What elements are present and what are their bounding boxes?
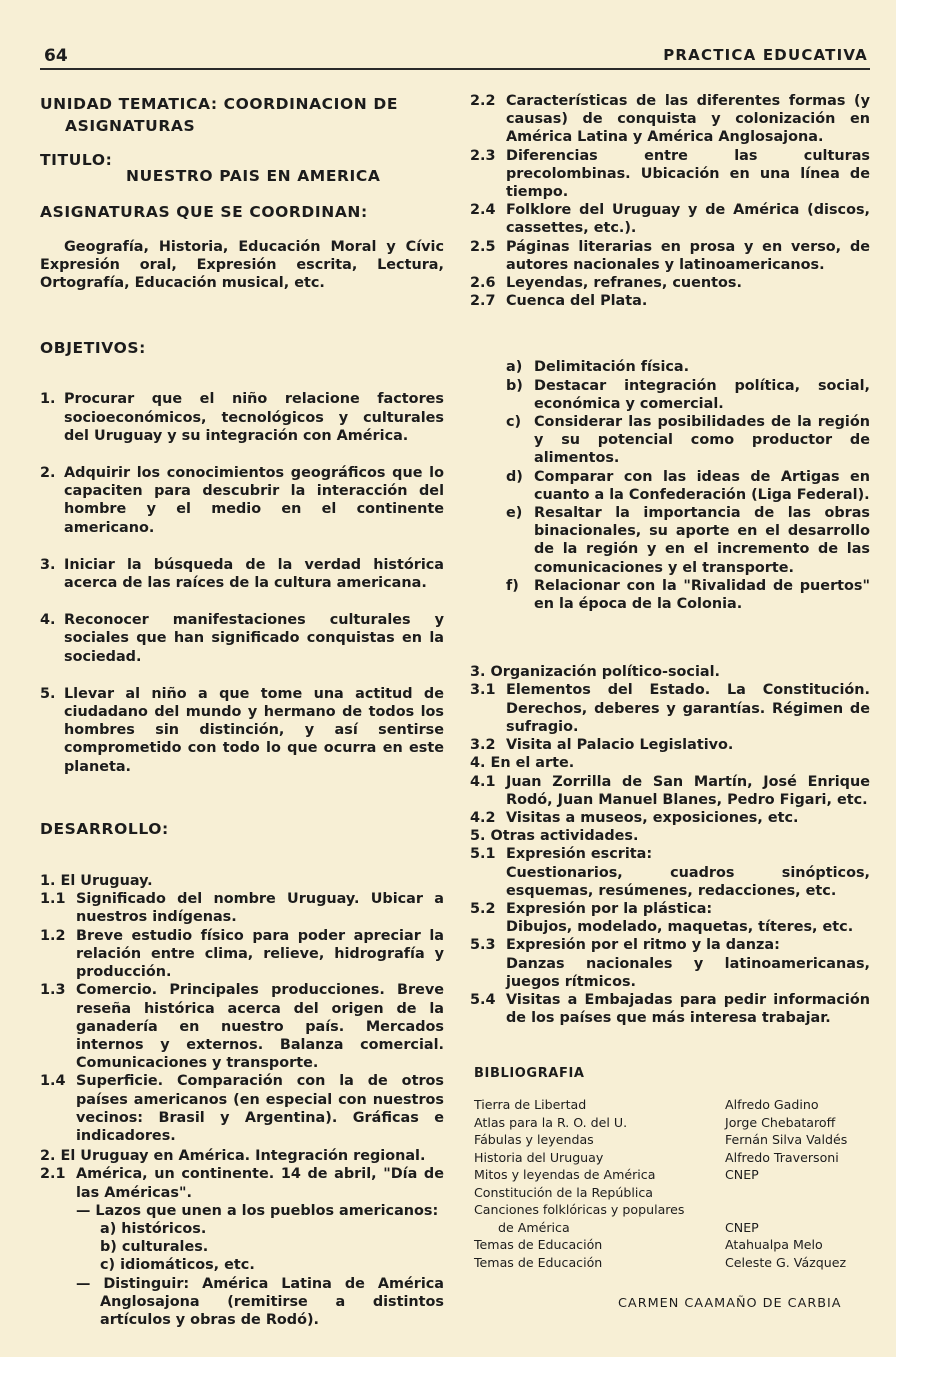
objetivo-number: 4. xyxy=(40,612,56,629)
item-text: Expresión por el ritmo y la danza: xyxy=(506,937,780,954)
section-2-title: 2. El Uruguay en América. Integración regional. xyxy=(40,1148,426,1165)
lazo-item: a) históricos. xyxy=(100,1220,207,1237)
titulo-text: NUESTRO PAIS EN AMERICA xyxy=(126,167,381,186)
item-text: Características de las diferentes formas (y causas) de conquista y colonización en América Latina y América Anglosajona. xyxy=(506,93,870,146)
book-title: Temas de Educación xyxy=(474,1254,603,1270)
distinguir-text: — Distinguir: América Latina de América Anglosajona (remitirse a distintos artículos y obras de Rodó). xyxy=(76,1275,444,1328)
author-signature: CARMEN CAAMAÑO DE CARBIA xyxy=(618,1296,842,1311)
section-2-1-body xyxy=(76,1165,444,1329)
right-column xyxy=(470,92,870,1084)
book-author: Alfredo Gadino xyxy=(725,1097,819,1112)
section-1-title: 1. El Uruguay. xyxy=(40,873,153,890)
bibliography-row xyxy=(474,1236,874,1254)
section-2-item xyxy=(470,147,870,202)
subitem xyxy=(506,413,870,468)
objetivos-label: OBJETIVOS: xyxy=(40,339,146,358)
item-number: 3.1 xyxy=(470,682,496,699)
titulo-label: TITULO: xyxy=(40,151,113,169)
bibliography-row xyxy=(474,1184,874,1202)
subitem xyxy=(506,577,870,613)
section-2-item xyxy=(470,274,870,292)
section-1-item xyxy=(40,927,444,982)
item-subtext: Cuestionarios, cuadros sinópticos, esquemas, resúmenes, redacciones, etc. xyxy=(506,864,870,899)
item-number: 1.4 xyxy=(40,1073,66,1090)
section-2-item xyxy=(470,292,870,310)
bibliography-row xyxy=(474,1114,874,1132)
bibliography-row xyxy=(474,1201,874,1219)
item-number: 1.1 xyxy=(40,891,66,908)
book-title: Atlas para la R. O. del U. xyxy=(474,1114,628,1130)
item-body xyxy=(506,936,870,991)
objetivo-text: Llevar al niño a que tome una actitud de ciudadano del mundo y hermano de todos los hombres sin distinción, y así sentirse comprometido con todo lo que ocurra en este planeta. xyxy=(64,685,444,775)
item-number: 4.1 xyxy=(470,773,496,790)
item-number: 1.2 xyxy=(40,927,66,944)
objetivo-item xyxy=(40,390,444,445)
subitem-text: Resaltar la importancia de las obras binacionales, su aporte en el desarrollo de la región y en el incremento de las comunicaciones y el transporte. xyxy=(534,505,870,576)
section-3-title: 3. Organización político-social. xyxy=(470,664,720,681)
objetivo-item xyxy=(40,556,444,592)
section-4-item xyxy=(470,773,870,809)
subitem-text: Considerar las posibilidades de la región y su potencial como productor de alimentos. xyxy=(534,414,870,467)
item-text: Expresión escrita: xyxy=(506,846,653,863)
bibliography-row xyxy=(474,1131,874,1149)
desarrollo-label: DESARROLLO: xyxy=(40,819,169,838)
item-body xyxy=(506,845,870,900)
book-title: Canciones folklóricas y populares xyxy=(474,1202,685,1217)
item-number: 2.6 xyxy=(470,275,496,292)
lazo-item: b) culturales. xyxy=(100,1239,209,1256)
item-text: Leyendas, refranes, cuentos. xyxy=(506,275,742,292)
objetivo-text: Procurar que el niño relacione factores socioeconómicos, tecnológicos y culturales del Uruguay y su integración con América. xyxy=(64,391,444,444)
book-author: Fernán Silva Valdés xyxy=(725,1132,848,1147)
section-5-title: 5. Otras actividades. xyxy=(470,828,639,845)
section-5-item xyxy=(470,845,870,900)
item-number: 3.2 xyxy=(470,737,496,754)
item-subtext: Danzas nacionales y latinoamericanas, juegos rítmicos. xyxy=(506,955,870,990)
item-number: 2.7 xyxy=(470,293,496,310)
book-author: Alfredo Traversoni xyxy=(725,1149,839,1165)
section-3-item xyxy=(470,681,870,736)
book-title: Constitución de la República xyxy=(474,1184,654,1200)
item-number: 5.3 xyxy=(470,937,496,954)
section-2-item xyxy=(470,92,870,147)
section-5-item xyxy=(470,936,870,991)
item-text: Significado del nombre Uruguay. Ubicar a nuestros indígenas. xyxy=(76,891,444,926)
section-5-item xyxy=(470,991,870,1027)
item-text: Comercio. Principales producciones. Breve reseña histórica acerca del origen de la ganadería en nuestro país. Mercados internos y externos. Balanza comercial. Comunicaciones y transporte. xyxy=(76,982,444,1072)
bibliography-row xyxy=(474,1219,874,1237)
item-text: Cuenca del Plata. xyxy=(506,293,648,310)
objetivo-text: Iniciar la búsqueda de la verdad histórica acerca de las raíces de la cultura americana. xyxy=(64,556,444,592)
section-4-title: 4. En el arte. xyxy=(470,755,575,772)
book-title: Tierra de Libertad xyxy=(474,1097,587,1112)
page-number: 64 xyxy=(44,46,68,66)
book-author: Atahualpa Melo xyxy=(725,1237,823,1252)
section-1-item xyxy=(40,981,444,1072)
bibliography-row xyxy=(474,1254,874,1272)
item-text: Elementos del Estado. La Constitución. Derechos, deberes y garantías. Régimen de sufragio. xyxy=(506,682,870,735)
section-2-1-item xyxy=(40,1165,444,1329)
item-number: 2.2 xyxy=(470,93,496,109)
item-number: 2.3 xyxy=(470,147,496,164)
book-author: Jorge Chebataroff xyxy=(725,1114,836,1130)
subitem-text: Delimitación física. xyxy=(534,359,690,376)
subitem xyxy=(506,377,870,413)
item-text: América, un continente. 14 de abril, "Día de las Américas". xyxy=(76,1166,444,1201)
book-title: Mitos y leyendas de América xyxy=(474,1167,656,1182)
item-number: 5.4 xyxy=(470,991,496,1008)
item-text: Expresión por la plástica: xyxy=(506,900,713,917)
subitem xyxy=(506,468,870,504)
item-number: 1.3 xyxy=(40,982,66,999)
item-number: 2.1 xyxy=(40,1166,66,1183)
subitem xyxy=(506,358,870,376)
item-text: Diferencias entre las culturas precolombinas. Ubicación en una línea de tiempo. xyxy=(506,147,870,201)
header-rule xyxy=(40,68,870,70)
item-text: Superficie. Comparación con la de otros países americanos (en especial con nuestros vecinos: Brasil y Argentina). Gráficas e indicadores. xyxy=(76,1073,444,1144)
subitem-letter: a) xyxy=(506,359,523,376)
bibliography-row xyxy=(474,1096,874,1114)
objetivo-item xyxy=(40,611,444,666)
asignaturas-text: Geografía, Historia, Educación Moral y Cívic Expresión oral, Expresión escrita, Lectura, Ortografía, Educación musical, etc. xyxy=(40,238,444,292)
section-1-item xyxy=(40,890,444,926)
cuenca-subitems xyxy=(506,358,870,613)
subitem-letter: e) xyxy=(506,505,523,522)
item-text: Juan Zorrilla de San Martín, José Enrique Rodó, Juan Manuel Blanes, Pedro Figari, etc. xyxy=(506,773,870,808)
left-column xyxy=(40,90,444,1329)
bibliography-table xyxy=(474,1096,874,1271)
book-author: Celeste G. Vázquez xyxy=(725,1254,847,1270)
item-text: Folklore del Uruguay y de América (discos, cassettes, etc.). xyxy=(506,202,870,237)
subitem-text: Relacionar con la "Rivalidad de puertos" en la época de la Colonia. xyxy=(534,577,870,613)
bibliography-row xyxy=(474,1149,874,1167)
objetivo-item xyxy=(40,464,444,537)
objetivo-item xyxy=(40,685,444,776)
book-author: CNEP xyxy=(725,1219,759,1235)
bibliography-row xyxy=(474,1166,874,1184)
objetivo-text: Adquirir los conocimientos geográficos que lo capaciten para descubrir la interacción del hombre y el medio en el continente americano. xyxy=(64,465,444,536)
section-2-item xyxy=(470,201,870,237)
unit-title-text: UNIDAD TEMATICA: COORDINACION DE ASIGNATURAS xyxy=(40,95,399,135)
book-title: Temas de Educación xyxy=(474,1237,603,1252)
book-author: CNEP xyxy=(725,1167,759,1182)
objetivo-number: 5. xyxy=(40,685,56,702)
book-title: Fábulas y leyendas xyxy=(474,1132,594,1147)
subitem-text: Comparar con las ideas de Artigas en cuanto a la Confederación (Liga Federal). xyxy=(534,468,870,503)
item-number: 2.4 xyxy=(470,202,496,219)
item-text: Breve estudio físico para poder apreciar la relación entre clima, relieve, hidrografía y producción. xyxy=(76,927,444,981)
objetivo-text: Reconocer manifestaciones culturales y sociales que han significado conquistas en la sociedad. xyxy=(64,612,444,665)
subitem-letter: d) xyxy=(506,468,523,485)
book-author xyxy=(725,1184,874,1202)
subitem xyxy=(506,504,870,577)
section-1-item xyxy=(40,1072,444,1145)
item-number: 5.1 xyxy=(470,846,496,863)
section-2-continued xyxy=(470,92,870,310)
section-5-item xyxy=(470,900,870,936)
item-body xyxy=(506,900,870,936)
item-text: Visitas a Embajadas para pedir información de los países que más interesa trabajar. xyxy=(506,991,870,1027)
lazo-item: c) idiomáticos, etc. xyxy=(100,1257,255,1274)
item-text: Visita al Palacio Legislativo. xyxy=(506,737,734,754)
book-title: Historia del Uruguay xyxy=(474,1149,604,1165)
subitem-letter: f) xyxy=(506,577,519,594)
bibliografia-label: BIBLIOGRAFIA xyxy=(474,1066,585,1082)
section-1-list xyxy=(40,890,444,1145)
item-text: Visitas a museos, exposiciones, etc. xyxy=(506,809,799,826)
item-number: 2.5 xyxy=(470,238,496,255)
section-4-item xyxy=(470,809,870,827)
asignaturas-label: ASIGNATURAS QUE SE COORDINAN: xyxy=(40,203,368,222)
book-author xyxy=(725,1201,874,1219)
subitem-text: Destacar integración política, social, económica y comercial. xyxy=(534,377,870,412)
lazos-heading: — Lazos que unen a los pueblos americanos: xyxy=(76,1202,439,1219)
subitem-letter: b) xyxy=(506,377,523,394)
section-2-item xyxy=(470,238,870,274)
running-head: PRACTICA EDUCATIVA xyxy=(663,46,868,64)
objetivo-number: 2. xyxy=(40,465,56,482)
item-number: 4.2 xyxy=(470,809,496,826)
objetivos-list xyxy=(40,390,444,775)
section-3-item xyxy=(470,736,870,754)
objetivo-number: 3. xyxy=(40,556,56,573)
book-title: de América xyxy=(498,1219,570,1235)
unit-title xyxy=(40,93,440,137)
item-subtext: Dibujos, modelado, maquetas, títeres, etc. xyxy=(506,919,854,936)
item-number: 5.2 xyxy=(470,900,496,917)
item-text: Páginas literarias en prosa y en verso, de autores nacionales y latinoamericanos. xyxy=(506,238,870,273)
subitem-letter: c) xyxy=(506,414,522,431)
objetivo-number: 1. xyxy=(40,391,56,408)
